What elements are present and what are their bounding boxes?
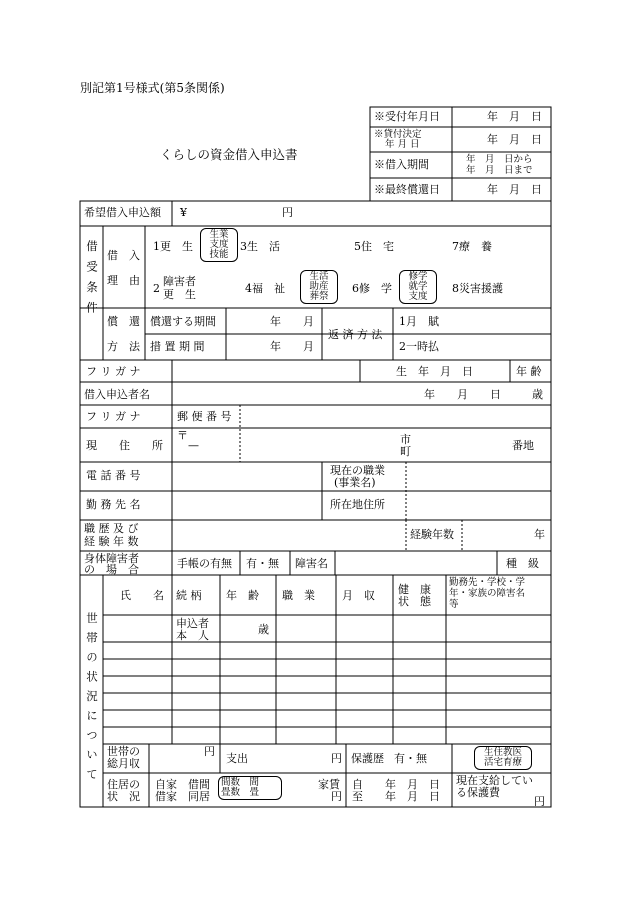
period-from-label: 自 年 月 日 [352, 778, 440, 791]
amount-label: 希望借入申込額 [84, 206, 161, 219]
address-label: 現 住 所 [86, 439, 163, 452]
form-id: 別記第1号様式(第5条関係) [80, 81, 225, 95]
form-title: くらしの資金借入申込書 [160, 147, 298, 162]
job-label-a: 現在の職業 [330, 464, 385, 477]
age-label: 年 齢 [516, 365, 542, 378]
work-label: 勤 務 先 名 [86, 498, 141, 511]
current-protection-yen: 円 [534, 795, 545, 808]
total-income-a: 世帯の [107, 745, 140, 758]
col-health-b: 状 態 [398, 595, 431, 608]
town-label: 町 [400, 445, 411, 458]
housing-label-a: 住居の [107, 778, 140, 791]
career-label-a: 職 歴 及 び [84, 522, 139, 535]
handbook-label: 手帳の有無 [177, 557, 232, 570]
opt5: 5住 宅 [354, 240, 394, 253]
applicant-age-unit: 歳 [258, 623, 269, 636]
disability-label-b: の 場 合 [84, 563, 139, 576]
postal-mark: 〒 [177, 429, 188, 442]
birth-label: 生 年 月 日 [396, 365, 473, 378]
opt2: 2 [153, 282, 160, 295]
opt1-sub: 生業 支度 技能 [200, 228, 238, 262]
housing-type-a: 自家 借間 [155, 778, 210, 791]
exp-years-label: 経験年数 [410, 528, 454, 541]
repay-period-label: 償還する期間 [150, 315, 216, 328]
col-remarks-b: 年・家族の障害名 [449, 588, 526, 599]
household-side: 世帯の状況について [85, 612, 99, 788]
opt2-a: 障害者 [163, 275, 196, 288]
final-repay-label: ※最終償還日 [374, 183, 440, 196]
work-address-label: 所在地住所 [330, 498, 385, 511]
col-remarks-a: 勤務先・学校・学 [449, 577, 526, 588]
col-health-a: 健 康 [398, 583, 431, 596]
handbook-yes-no: 有・無 [246, 557, 279, 570]
age-unit: 歳 [532, 388, 543, 401]
opt4: 4福 祉 [245, 282, 285, 295]
assist-types: 生住教医 活宅育療 [474, 746, 532, 770]
opt6: 6修 学 [352, 282, 392, 295]
career-label-b: 経 験 年 数 [84, 535, 139, 548]
rent-label: 家賃 [318, 778, 340, 791]
applicant-name-label: 借入申込者名 [84, 388, 150, 401]
exp-years-unit: 年 [534, 528, 545, 541]
received-ymd: 年 月 日 [487, 110, 542, 123]
grace-period-label: 措 置 期 間 [150, 340, 205, 353]
opt6-sub: 修学 就学 支度 [399, 270, 437, 304]
current-protection-a: 現在支給してい [456, 774, 533, 787]
disability-label-a: 身体障害者 [84, 552, 139, 565]
phone-label: 電 話 番 号 [86, 469, 141, 482]
total-income-yen: 円 [204, 745, 215, 758]
opt8: 8災害援護 [452, 282, 503, 295]
final-repay-ymd: 年 月 日 [487, 183, 542, 196]
rooms-box: 間数 間 畳数 畳 [218, 776, 282, 800]
period-to: 年 月 日まで [466, 165, 533, 176]
opt2-b: 更 生 [163, 288, 196, 301]
amount-unit: 円 [282, 206, 293, 219]
col-name: 氏 名 [120, 589, 164, 602]
furigana-label: フ リ ガ ナ [86, 365, 141, 378]
birth-ymd: 年 月 日 [424, 388, 501, 401]
protection-yes-no: 有・無 [394, 752, 427, 765]
grade-label: 種 級 [506, 557, 539, 570]
period-to-label: 至 年 月 日 [352, 790, 440, 803]
protection-label: 保護歴 [351, 752, 384, 765]
opt1: 1更 生 [153, 240, 193, 253]
disability-name-label: 障害名 [295, 557, 328, 570]
applicant-rel-b: 本 人 [176, 629, 209, 642]
decision-label-a: ※貸付決定 [374, 129, 422, 140]
postal-label: 郵 便 番 号 [177, 410, 232, 423]
job-label-b: (事業名) [334, 476, 376, 489]
reason-label-b: 理 由 [107, 274, 140, 287]
repay-method-label: 返 済 方 法 [328, 328, 383, 341]
current-protection-b: る保護費 [456, 786, 500, 799]
repay-lump: 2一時払 [399, 340, 439, 353]
opt7: 7療 養 [452, 240, 492, 253]
conditions-side: 借受条件 [85, 240, 99, 322]
opt3: 3生 活 [240, 240, 280, 253]
repay-period-ym: 年 月 [270, 315, 314, 328]
expense-yen: 円 [331, 752, 342, 765]
period-label: ※借入期間 [374, 158, 429, 171]
col-relation: 続 柄 [176, 589, 202, 602]
col-job: 職 業 [282, 589, 315, 602]
total-income-b: 総月収 [107, 757, 140, 770]
col-income: 月 収 [342, 589, 375, 602]
banchi-label: 番地 [512, 439, 534, 452]
grace-period-ym: 年 月 [270, 340, 314, 353]
decision-label-b: 年 月 日 [385, 139, 420, 150]
amount-yen: ¥ [180, 206, 187, 219]
col-age: 年 齢 [226, 589, 259, 602]
repay-monthly: 1月 賦 [399, 315, 439, 328]
col-remarks-c: 等 [449, 599, 459, 610]
reason-label-a: 借 入 [107, 249, 140, 262]
housing-label-b: 状 況 [107, 790, 140, 803]
period-from: 年 月 日から [466, 154, 533, 165]
opt4-sub: 生活 助産 葬祭 [300, 270, 338, 304]
housing-type-b: 借家 同居 [155, 790, 210, 803]
furigana2-label: フ リ ガ ナ [86, 410, 141, 423]
repay-label-a: 償 還 [107, 315, 140, 328]
decision-ymd: 年 月 日 [487, 133, 542, 146]
applicant-rel-a: 申込者 [176, 617, 209, 630]
received-label: ※受付年月日 [374, 110, 440, 123]
rent-yen: 円 [331, 790, 342, 803]
repay-label-b: 方 法 [107, 340, 140, 353]
postal-dash: — [188, 439, 199, 452]
city-label: 市 [400, 433, 411, 446]
expense-label: 支出 [226, 752, 248, 765]
